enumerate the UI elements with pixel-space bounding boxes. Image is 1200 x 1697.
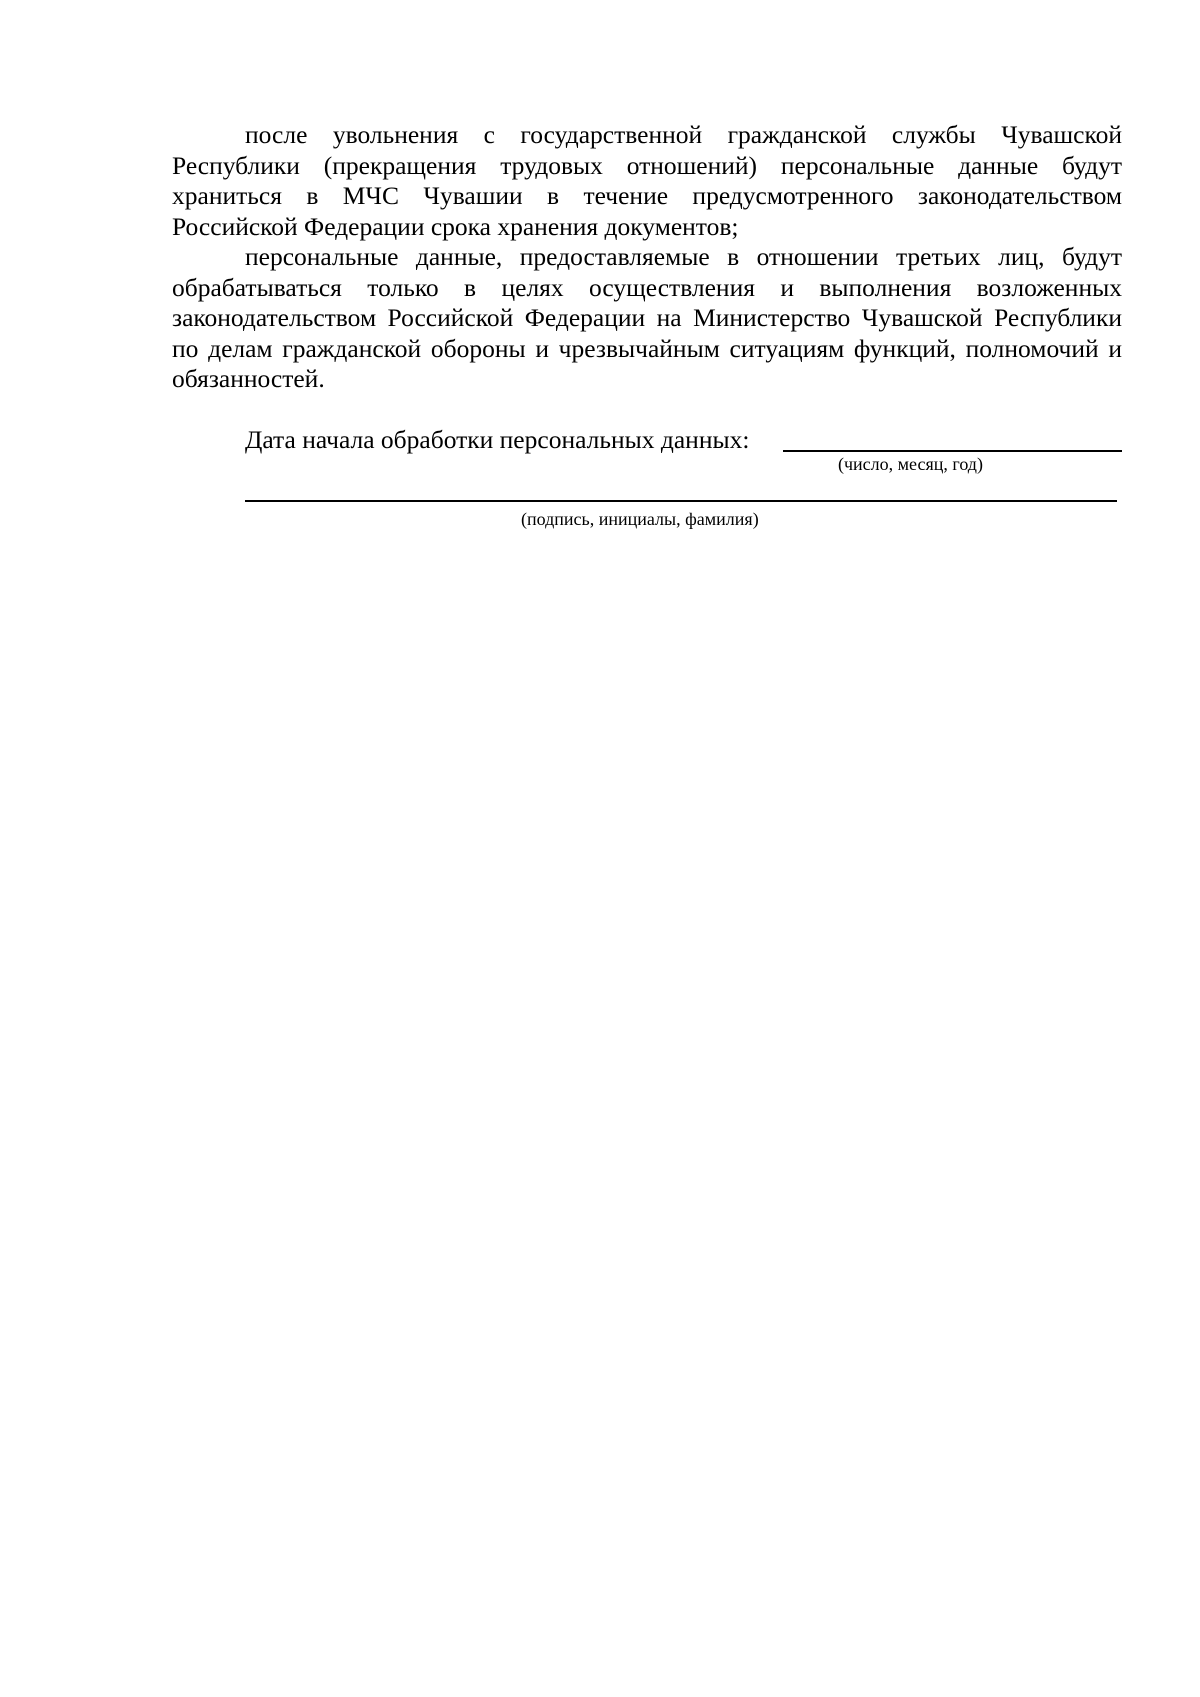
- processing-start-date-blank[interactable]: [783, 450, 1122, 452]
- date-caption: (число, месяц, год): [838, 454, 983, 474]
- document-body: [172, 120, 1122, 395]
- paragraph-dismissal-storage: после увольнения с государственной гражданской службы Чувашской Республики (прекращения трудовых отношений) персональные данные будут храниться в МЧС Чувашии в течение предусмотренного законодательством Российской Федерации срока хранения документов;: [172, 120, 1122, 241]
- paragraph-third-parties: персональные данные, предоставляемые в отношении третьих лиц, будут обрабатываться только в целях осуществления и выполнения возложенных законодательством Российской Федерации на Министерство Чувашской Республики по делам гражданской обороны и чрезвычайным ситуациям функций, полномочий и обязанностей.: [172, 242, 1122, 393]
- processing-start-date-row: [245, 424, 1122, 458]
- signature-blank[interactable]: [245, 500, 1117, 502]
- signature-caption: (подпись, инициалы, фамилия): [521, 509, 759, 529]
- processing-start-date-label: Дата начала обработки персональных данных:: [245, 425, 750, 454]
